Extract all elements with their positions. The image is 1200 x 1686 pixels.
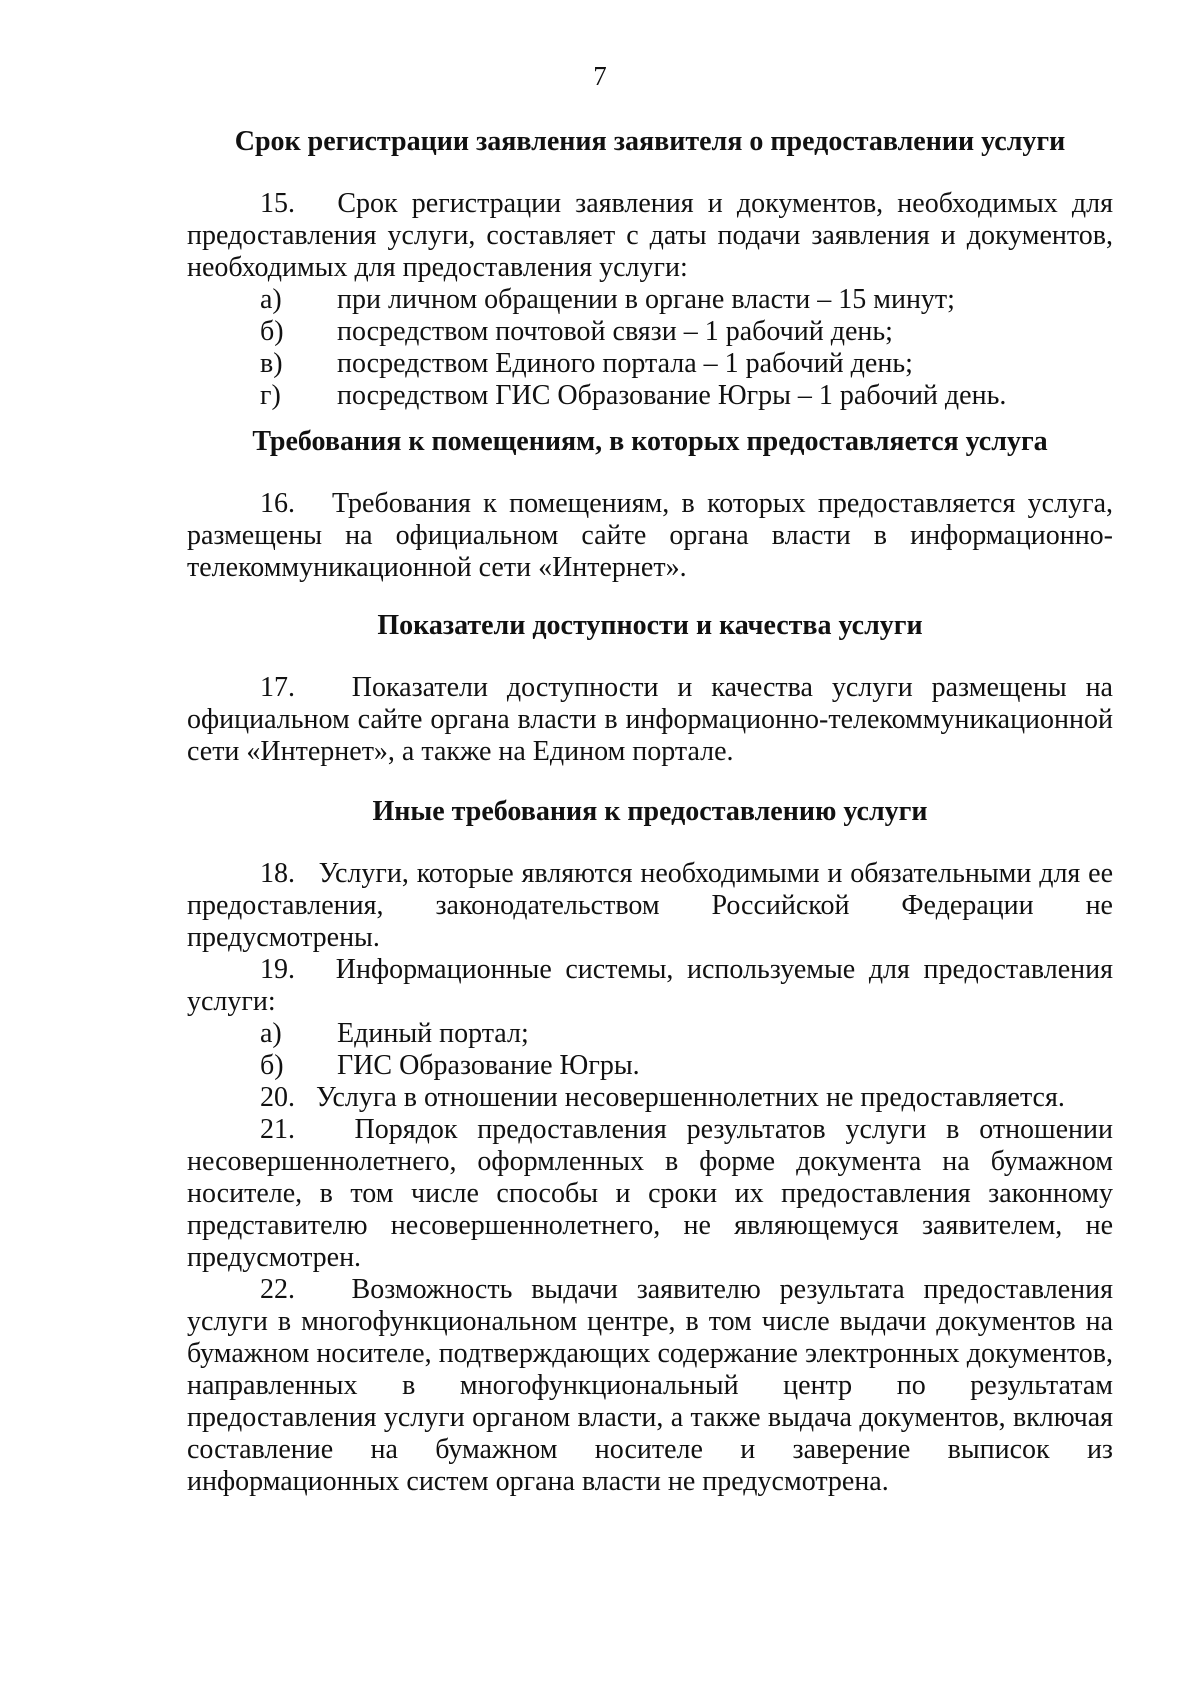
- paragraph-number: 18.: [260, 858, 295, 889]
- list-text: посредством ГИС Образование Югры – 1 рабочий день.: [337, 380, 1007, 411]
- paragraph-number: 19.: [260, 954, 295, 985]
- paragraph-text: Порядок предоставления результатов услуги в отношении несовершеннолетнего, оформленных в форме документа на бумажном носителе, в том числе способы и сроки их предоставления законному представителю несовершеннолетнего, не являющемуся заявителем, не предусмотрен.: [187, 1114, 1113, 1273]
- paragraph-text: Показатели доступности и качества услуги размещены на официальном сайте органа власти в информационно-телекоммуникационной сети «Интернет», а также на Едином портале.: [187, 672, 1113, 767]
- paragraph-22: [187, 1274, 1113, 1498]
- paragraph-number: 16.: [260, 488, 295, 519]
- paragraph-text: Информационные системы, используемые для предоставления услуги:: [187, 954, 1114, 1017]
- paragraph-number: 17.: [260, 672, 295, 703]
- list-text: при личном обращении в органе власти – 15 минут;: [337, 284, 955, 315]
- paragraph-21: [187, 1114, 1113, 1274]
- paragraph-19: [187, 954, 1113, 1018]
- section-other-requirements: [187, 796, 1113, 1498]
- list-marker: б): [260, 1050, 284, 1081]
- list-item: [187, 316, 1113, 348]
- paragraph-18: [187, 858, 1113, 954]
- section-registration-term: [187, 126, 1113, 412]
- list-text: Единый портал;: [337, 1018, 529, 1049]
- section-heading: Требования к помещениям, в которых предоставляется услуга: [252, 426, 1048, 457]
- section-heading: Показатели доступности и качества услуги: [377, 610, 923, 641]
- paragraph-text: Срок регистрации заявления и документов, необходимых для предоставления услуги, составляет с даты подачи заявления и документов, необходимых для предоставления услуги:: [187, 188, 1113, 283]
- list-item: [187, 348, 1113, 380]
- paragraph-number: 21.: [260, 1114, 295, 1145]
- section-accessibility-indicators: [187, 610, 1113, 768]
- list-text: посредством почтовой связи – 1 рабочий день;: [337, 316, 893, 347]
- list-marker: а): [260, 284, 282, 315]
- paragraph-15: [187, 188, 1113, 284]
- paragraph-number: 15.: [260, 188, 295, 219]
- paragraph-17: [187, 672, 1113, 768]
- list-item: [187, 380, 1113, 412]
- paragraph-text: Услуги, которые являются необходимыми и обязательными для ее предоставления, законодательством Российской Федерации не предусмотрены.: [187, 858, 1114, 953]
- list-marker: б): [260, 316, 284, 347]
- paragraph-number: 22.: [260, 1274, 295, 1305]
- list-text: посредством Единого портала – 1 рабочий день;: [337, 348, 913, 379]
- paragraph-text: Требования к помещениям, в которых предоставляется услуга, размещены на официальном сайте органа власти в информационно-телекоммуникационной сети «Интернет».: [187, 488, 1113, 583]
- list-marker: а): [260, 1018, 282, 1049]
- section-premises-requirements: [187, 426, 1113, 584]
- section-heading: Срок регистрации заявления заявителя о предоставлении услуги: [234, 126, 1066, 157]
- page-number: 7: [593, 61, 607, 91]
- section-heading: Иные требования к предоставлению услуги: [372, 796, 928, 827]
- list-text: ГИС Образование Югры.: [337, 1050, 640, 1081]
- paragraph-number: 20.: [260, 1082, 295, 1113]
- paragraph-text: Услуга в отношении несовершеннолетних не предоставляется.: [316, 1082, 1065, 1113]
- paragraph-text: Возможность выдачи заявителю результата предоставления услуги в многофункциональном центре, в том числе выдачи документов на бумажном носителе, подтверждающих содержание электронных документов, направленных в многофункциональный центр по результатам предоставления услуги органом власти, а также выдача документов, включая составление на бумажном носителе и заверение выписок из информационных систем органа власти не предусмотрена.: [187, 1274, 1113, 1497]
- list-item: [187, 1018, 1113, 1050]
- paragraph-16: [187, 488, 1113, 584]
- list-item: [187, 1050, 1113, 1082]
- list-item: [187, 284, 1113, 316]
- list-marker: в): [260, 348, 283, 379]
- paragraph-20: [187, 1082, 1113, 1114]
- list-marker: г): [260, 380, 281, 411]
